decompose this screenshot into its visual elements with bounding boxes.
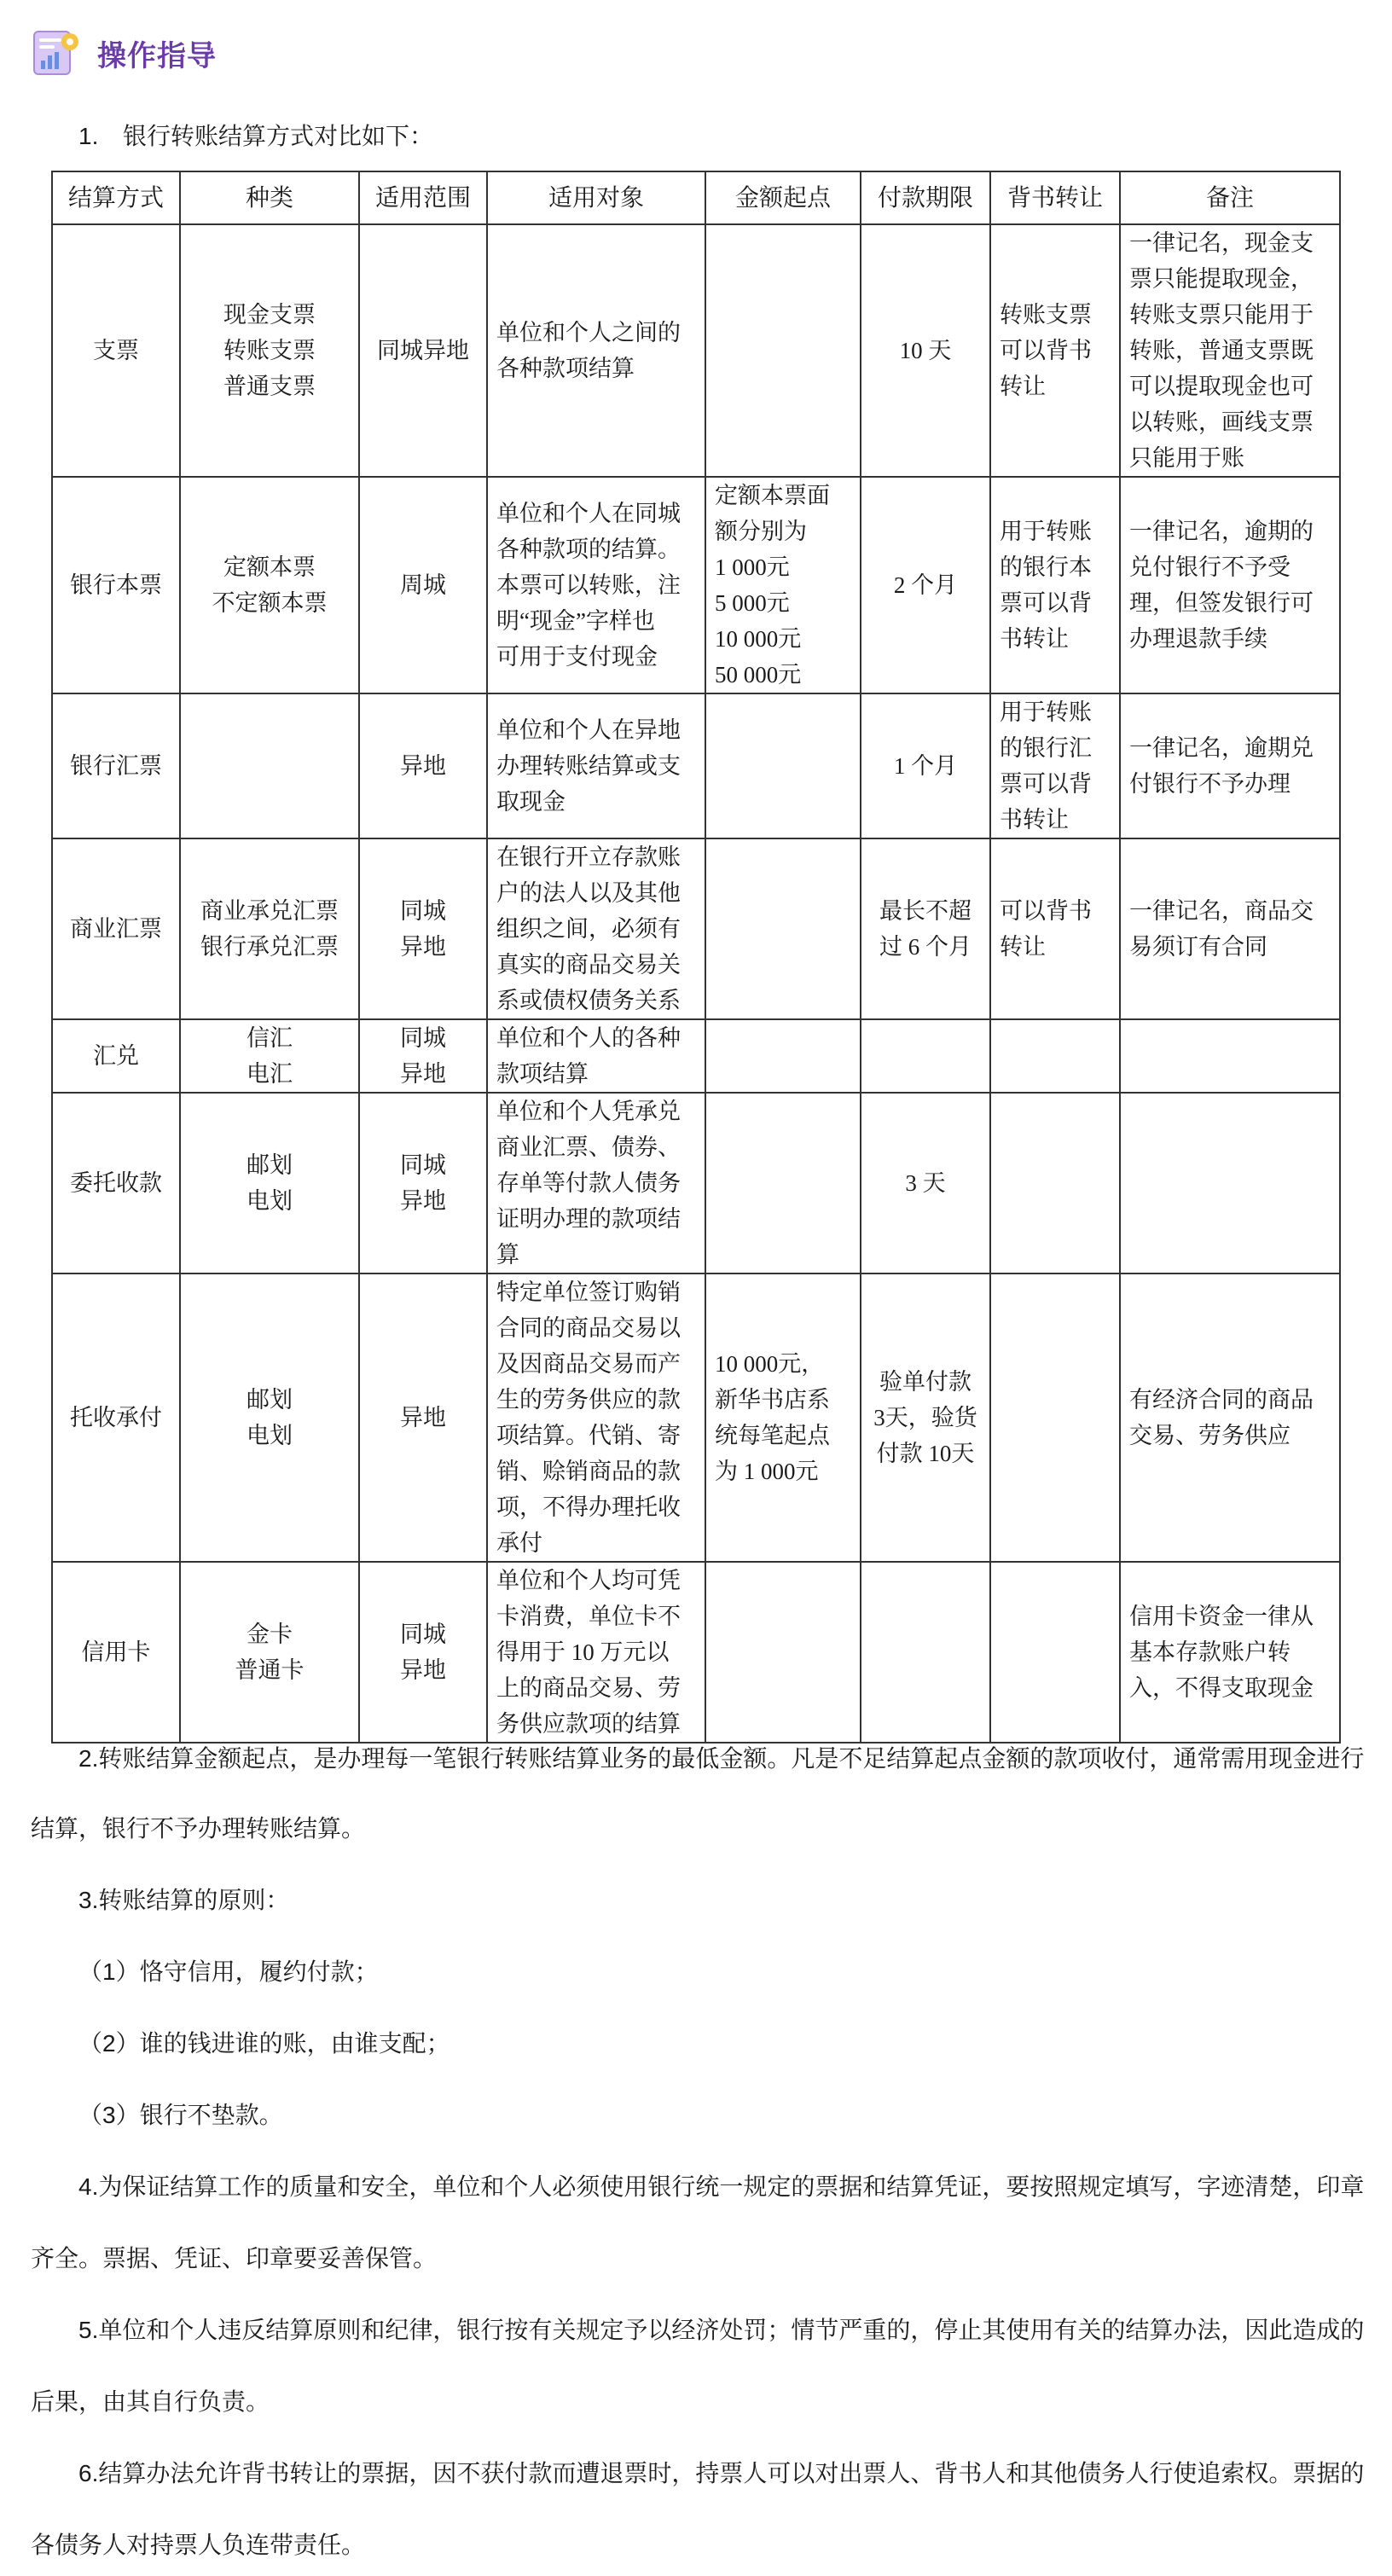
cell-text-line: 易须订有合同 (1129, 934, 1267, 960)
cell-target (487, 1273, 705, 1562)
cell-kinds (180, 1273, 359, 1562)
cell-amount (705, 838, 861, 1019)
cell-amount (705, 224, 861, 477)
intro-text: 银行转账结算方式对比如下： (123, 123, 434, 149)
cell-method: 商业汇票 (52, 838, 180, 1019)
cell-text-line: 各种款项结算 (496, 356, 635, 381)
paragraph: 齐全。票据、凭证、印章要妥善保管。 (31, 2245, 438, 2271)
cell-endorse (990, 1019, 1120, 1093)
cell-term (861, 1019, 990, 1093)
cell-text-line: 不定额本票 (212, 590, 328, 616)
cell-text-line: 转账支票 (223, 338, 316, 363)
cell-text-line: 电划 (246, 1423, 293, 1448)
cell-text-line: 异地 (400, 934, 446, 960)
cell-text-line: 2 个月 (893, 572, 958, 598)
cell-text-line: 额分别为 (715, 519, 807, 544)
cell-text-line: 上的商品交易、劳 (496, 1675, 681, 1701)
cell-target (487, 1562, 705, 1743)
settlement-comparison-table (51, 171, 1341, 1743)
table-row (52, 1093, 1340, 1273)
cell-amount (705, 477, 861, 693)
cell-text-line: 证明办理的款项结 (496, 1206, 681, 1232)
cell-term (861, 693, 990, 838)
page-header (31, 20, 217, 85)
cell-text-line: 一律记名，逾期的 (1129, 519, 1314, 544)
paragraph: 结算，银行不予办理转账结算。 (31, 1815, 366, 1842)
cell-note (1120, 1093, 1340, 1273)
cell-text-line: 及因商品交易而产 (496, 1351, 681, 1377)
column-header: 种类 (180, 171, 359, 224)
column-header: 备注 (1120, 171, 1340, 224)
cell-text-line: 存单等付款人债务 (496, 1170, 681, 1196)
cell-text-line: 同城 (400, 1152, 446, 1178)
cell-kinds (180, 693, 359, 838)
paragraph: （3）银行不垫款。 (78, 2102, 283, 2128)
cell-text-line: 取现金 (496, 789, 566, 815)
cell-text-line: 用于转账 (1000, 699, 1092, 725)
cell-note (1120, 1273, 1340, 1562)
cell-kinds (180, 477, 359, 693)
cell-text-line: 10 天 (899, 338, 952, 363)
cell-text-line: 项，不得办理托收 (496, 1494, 681, 1520)
cell-endorse (990, 838, 1120, 1019)
cell-text-line: 的银行本 (1000, 554, 1092, 580)
cell-kinds (180, 1562, 359, 1743)
cell-text-line: 票可以背 (1000, 590, 1092, 616)
cell-text-line: 定额本票面 (715, 483, 830, 508)
cell-text-line: 信用卡资金一律从 (1129, 1604, 1314, 1629)
cell-endorse (990, 224, 1120, 477)
cell-text-line: 真实的商品交易关 (496, 952, 681, 978)
cell-scope (359, 477, 487, 693)
cell-text-line: 入，不得支取现金 (1129, 1675, 1314, 1701)
cell-kinds (180, 1093, 359, 1273)
cell-method: 银行汇票 (52, 693, 180, 838)
cell-amount (705, 1273, 861, 1562)
table-row (52, 838, 1340, 1019)
cell-text-line: 单位和个人在异地 (496, 717, 681, 743)
column-header: 背书转让 (990, 171, 1120, 224)
paragraph: 各债务人对持票人负连带责任。 (31, 2532, 366, 2558)
cell-text-line: 单位和个人之间的 (496, 320, 681, 345)
cell-text-line: 理，但签发银行可 (1129, 590, 1314, 616)
intro-line (78, 118, 433, 152)
cell-text-line: 验单付款 (879, 1369, 972, 1395)
cell-text-line: 在银行开立存款账 (496, 844, 681, 870)
cell-scope (359, 224, 487, 477)
cell-kinds (180, 224, 359, 477)
cell-text-line: 卡消费，单位卡不 (496, 1604, 681, 1629)
cell-text-line: 票只能提取现金， (1129, 266, 1314, 292)
cell-target (487, 1019, 705, 1093)
cell-amount (705, 1093, 861, 1273)
cell-text-line: 银行承兑汇票 (200, 934, 339, 960)
cell-text-line: 邮划 (246, 1387, 293, 1413)
paragraph: 6.结算办法允许背书转让的票据，因不获付款而遭退票时，持票人可以对出票人、背书人和其他债务人行使追索权。票据的 (78, 2460, 1365, 2486)
cell-target (487, 693, 705, 838)
table-row (52, 477, 1340, 693)
cell-text-line: 为 1 000元 (715, 1459, 819, 1484)
cell-term (861, 1273, 990, 1562)
cell-text-line: 一律记名，现金支 (1129, 230, 1314, 256)
cell-text-line: 转让 (1000, 934, 1046, 960)
cell-text-line: 普通支票 (223, 374, 316, 399)
cell-text-line: 普通卡 (235, 1657, 304, 1683)
cell-target (487, 838, 705, 1019)
cell-text-line: 新华书店系 (715, 1387, 830, 1413)
cell-text-line: 电划 (246, 1188, 293, 1214)
cell-text-line: 商业汇票、债券、 (496, 1134, 681, 1160)
cell-text-line: 款项结算 (496, 1061, 589, 1087)
table-row (52, 1562, 1340, 1743)
cell-text-line: 得用于 10 万元以 (496, 1639, 670, 1665)
cell-text-line: 过 6 个月 (879, 934, 972, 960)
cell-text-line: 单位和个人的各种 (496, 1025, 681, 1051)
cell-text-line: 一律记名，逾期兑 (1129, 735, 1314, 761)
cell-text-line: 10 000元， (715, 1351, 825, 1377)
cell-text-line: 转账支票只能用于 (1129, 302, 1314, 328)
cell-text-line: 异地 (400, 1061, 446, 1087)
cell-scope (359, 1562, 487, 1743)
cell-text-line: 周城 (400, 572, 446, 598)
cell-text-line: 信汇 (246, 1025, 293, 1051)
cell-scope (359, 1273, 487, 1562)
column-header: 适用对象 (487, 171, 705, 224)
column-header: 适用范围 (359, 171, 487, 224)
cell-text-line: 交易、劳务供应 (1129, 1423, 1290, 1448)
cell-kinds (180, 838, 359, 1019)
table-header-row (52, 171, 1340, 224)
paragraph: 后果，由其自行负责。 (31, 2388, 270, 2415)
cell-text-line: 金卡 (246, 1622, 293, 1647)
paragraph: 3.转账结算的原则： (78, 1887, 290, 1913)
cell-text-line: 50 000元 (715, 662, 802, 688)
cell-text-line: 基本存款账户转 (1129, 1639, 1290, 1665)
cell-target (487, 224, 705, 477)
column-header: 结算方式 (52, 171, 180, 224)
report-chart-icon (31, 26, 84, 79)
cell-text-line: 合同的商品交易以 (496, 1315, 681, 1341)
table-body (52, 224, 1340, 1743)
cell-amount (705, 1562, 861, 1743)
cell-text-line: 可以提取现金也可 (1129, 374, 1314, 399)
cell-text-line: 项结算。代销、寄 (496, 1423, 681, 1448)
cell-note (1120, 1562, 1340, 1743)
cell-text-line: 单位和个人凭承兑 (496, 1099, 681, 1124)
cell-endorse (990, 477, 1120, 693)
cell-target (487, 477, 705, 693)
cell-text-line: 商业承兑汇票 (200, 898, 339, 924)
cell-text-line: 务供应款项的结算 (496, 1711, 681, 1737)
cell-text-line: 同城 (400, 1025, 446, 1051)
cell-text-line: 电汇 (246, 1061, 293, 1087)
cell-method: 委托收款 (52, 1093, 180, 1273)
page-title: 操作指导 (97, 39, 217, 73)
cell-method: 信用卡 (52, 1562, 180, 1743)
table-row (52, 693, 1340, 838)
cell-text-line: 单位和个人均可凭 (496, 1568, 681, 1593)
cell-text-line: 异地 (400, 753, 446, 779)
cell-text-line: 异地 (400, 1405, 446, 1430)
cell-text-line: 办理转账结算或支 (496, 753, 681, 779)
cell-text-line: 异地 (400, 1188, 446, 1214)
cell-term (861, 1093, 990, 1273)
intro-number: 1. (78, 123, 99, 149)
cell-text-line: 组织之间，必须有 (496, 916, 681, 942)
cell-text-line: 以转账，画线支票 (1129, 409, 1314, 435)
cell-text-line: 有经济合同的商品 (1129, 1387, 1314, 1413)
cell-text-line: 转账支票 (1000, 302, 1092, 328)
cell-note (1120, 838, 1340, 1019)
cell-scope (359, 1019, 487, 1093)
cell-text-line: 承付 (496, 1530, 542, 1556)
cell-text-line: 可以背书 (1000, 898, 1092, 924)
table-row (52, 1273, 1340, 1562)
cell-note (1120, 477, 1340, 693)
cell-text-line: 各种款项的结算。 (496, 537, 681, 562)
cell-text-line: 可以背书 (1000, 338, 1092, 363)
cell-text-line: 票可以背 (1000, 771, 1092, 797)
cell-text-line: 办理退款手续 (1129, 626, 1267, 652)
cell-text-line: 5 000元 (715, 590, 790, 616)
cell-scope (359, 693, 487, 838)
cell-text-line: 只能用于账 (1129, 445, 1244, 471)
paragraph: 5.单位和个人违反结算原则和纪律，银行按有关规定予以经济处罚；情节严重的，停止其使用有关的结算办法，因此造成的 (78, 2317, 1365, 2343)
cell-text-line: 转账，普通支票既 (1129, 338, 1314, 363)
cell-endorse (990, 1562, 1120, 1743)
cell-text-line: 的银行汇 (1000, 735, 1092, 761)
paragraph: 2.转账结算金额起点，是办理每一笔银行转账结算业务的最低金额。凡是不足结算起点金额的款项收付，通常需用现金进行 (78, 1745, 1365, 1772)
cell-text-line: 兑付银行不予受 (1129, 554, 1290, 580)
cell-scope (359, 838, 487, 1019)
cell-kinds (180, 1019, 359, 1093)
cell-text-line: 转让 (1000, 374, 1046, 399)
cell-text-line: 10 000元 (715, 626, 802, 652)
cell-scope (359, 1093, 487, 1273)
cell-endorse (990, 1273, 1120, 1562)
cell-text-line: 可用于支付现金 (496, 644, 658, 670)
cell-text-line: 一律记名，商品交 (1129, 898, 1314, 924)
cell-term (861, 224, 990, 477)
paragraph: 4.为保证结算工作的质量和安全，单位和个人必须使用银行统一规定的票据和结算凭证，要按照规定填写，字迹清楚，印章 (78, 2173, 1365, 2200)
cell-text-line: 单位和个人在同城 (496, 501, 681, 526)
cell-text-line: 同城 (400, 1622, 446, 1647)
cell-amount (705, 693, 861, 838)
cell-text-line: 明“现金”字样也 (496, 608, 655, 634)
paragraph: （1）恪守信用，履约付款； (78, 1958, 379, 1985)
column-header: 金额起点 (705, 171, 861, 224)
paragraph: （2）谁的钱进谁的账，由谁支配； (78, 2030, 450, 2057)
cell-endorse (990, 1093, 1120, 1273)
cell-endorse (990, 693, 1120, 838)
cell-text-line: 3 天 (905, 1170, 946, 1196)
cell-term (861, 838, 990, 1019)
cell-method: 支票 (52, 224, 180, 477)
cell-text-line: 付银行不予办理 (1129, 771, 1290, 797)
cell-term (861, 1562, 990, 1743)
cell-method: 汇兑 (52, 1019, 180, 1093)
cell-text-line: 同城异地 (377, 338, 469, 363)
cell-text-line: 付款 10天 (876, 1441, 975, 1466)
cell-text-line: 特定单位签订购销 (496, 1279, 681, 1305)
cell-text-line: 书转让 (1000, 807, 1069, 833)
cell-text-line: 生的劳务供应的款 (496, 1387, 681, 1413)
cell-text-line: 同城 (400, 898, 446, 924)
cell-text-line: 3天，验货 (873, 1405, 977, 1430)
cell-text-line: 异地 (400, 1657, 446, 1683)
cell-target (487, 1093, 705, 1273)
cell-note (1120, 693, 1340, 838)
cell-amount (705, 1019, 861, 1093)
cell-text-line: 最长不超 (879, 898, 972, 924)
cell-text-line: 定额本票 (223, 554, 316, 580)
cell-text-line: 邮划 (246, 1152, 293, 1178)
cell-method: 托收承付 (52, 1273, 180, 1562)
cell-note (1120, 1019, 1340, 1093)
cell-text-line: 现金支票 (223, 302, 316, 328)
cell-text-line: 1 000元 (715, 554, 790, 580)
table-row (52, 1019, 1340, 1093)
table-row (52, 224, 1340, 477)
cell-text-line: 书转让 (1000, 626, 1069, 652)
cell-text-line: 用于转账 (1000, 519, 1092, 544)
cell-term (861, 477, 990, 693)
cell-text-line: 1 个月 (893, 753, 958, 779)
cell-text-line: 算 (496, 1242, 519, 1268)
cell-text-line: 统每笔起点 (715, 1423, 830, 1448)
cell-text-line: 户的法人以及其他 (496, 880, 681, 906)
cell-note (1120, 224, 1340, 477)
cell-method: 银行本票 (52, 477, 180, 693)
column-header: 付款期限 (861, 171, 990, 224)
cell-text-line: 销、赊销商品的款 (496, 1459, 681, 1484)
cell-text-line: 本票可以转账，注 (496, 572, 681, 598)
cell-text-line: 系或债权债务关系 (496, 988, 681, 1013)
